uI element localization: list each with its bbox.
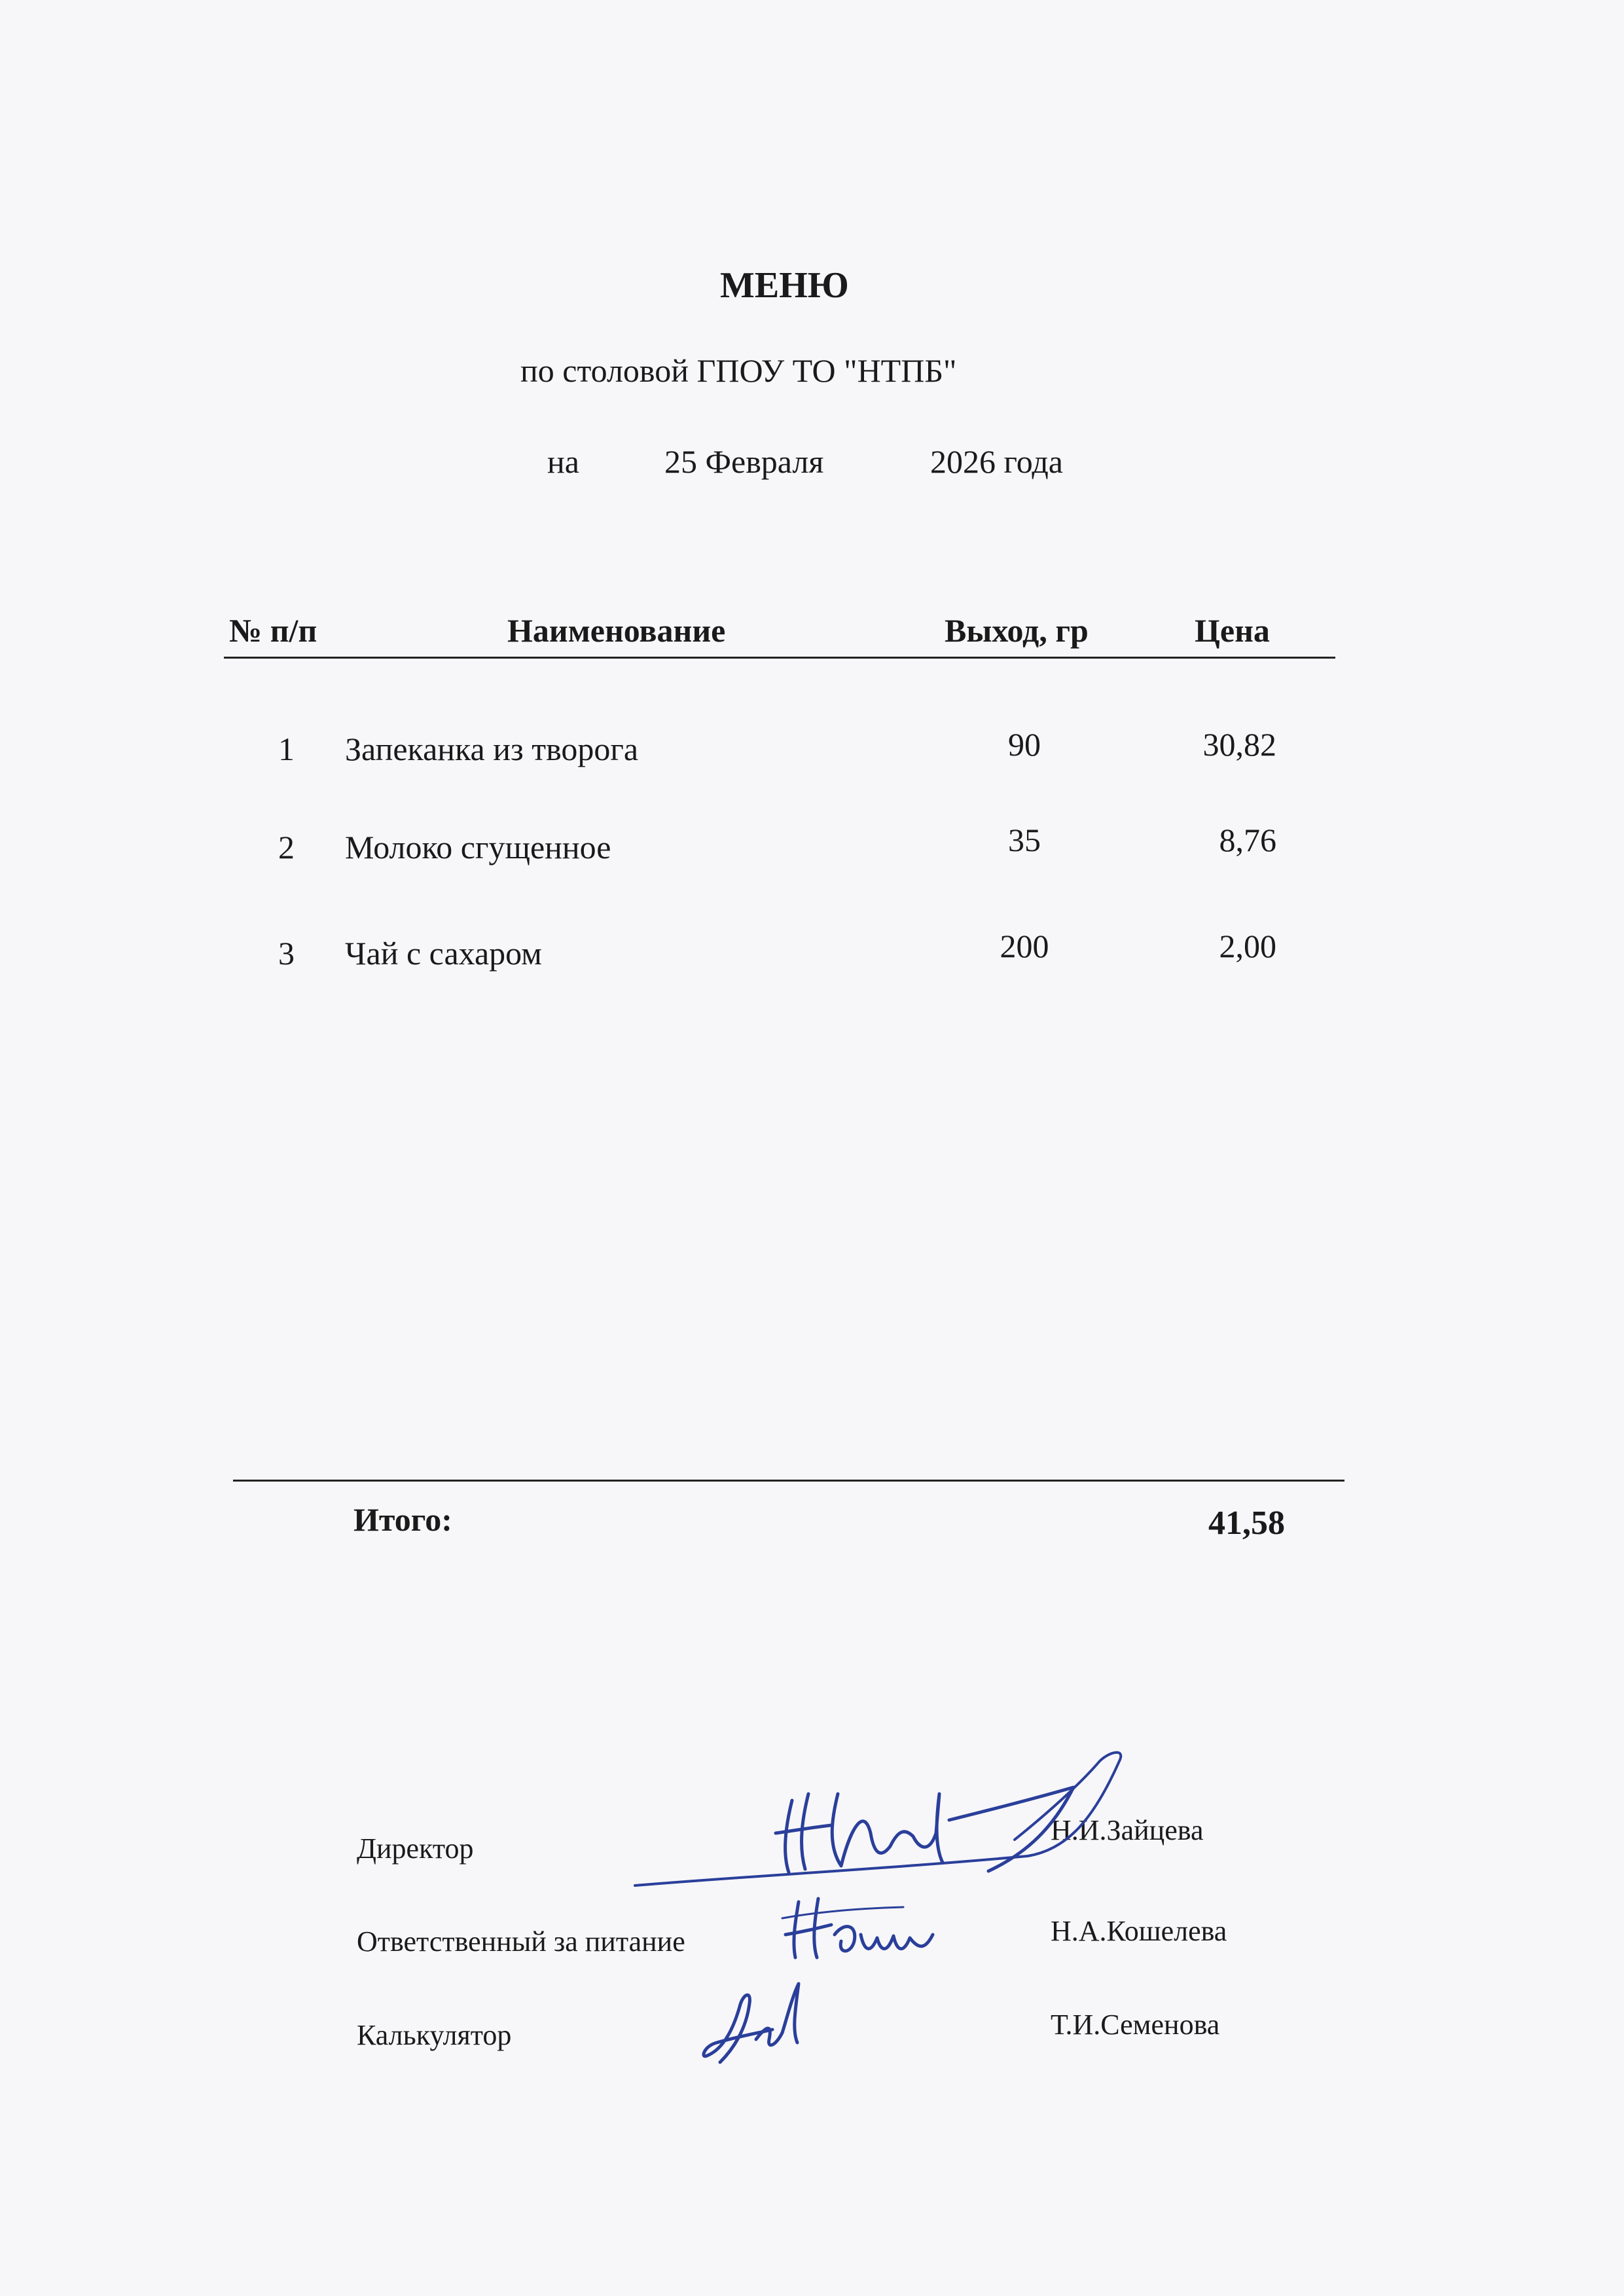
row-2-yield: 35: [1008, 822, 1041, 858]
date-prefix: на: [547, 443, 579, 480]
date-year: 2026 года: [930, 443, 1063, 480]
row-2-number: 2: [278, 829, 295, 866]
row-1-number: 1: [278, 731, 295, 767]
header-divider: [224, 657, 1335, 659]
total-divider: [233, 1480, 1344, 1482]
document-title: МЕНЮ: [720, 265, 849, 306]
signature-person-director: Н.И.Зайцева: [1051, 1814, 1204, 1846]
signature-role-calculator: Калькулятор: [357, 2019, 512, 2051]
header-number: № п/п: [229, 612, 317, 649]
row-1-yield: 90: [1008, 726, 1041, 763]
signature-role-nutrition: Ответственный за питание: [357, 1925, 685, 1958]
header-name: Наименование: [507, 612, 726, 649]
document-subtitle: по столовой ГПОУ ТО "НТПБ": [520, 352, 957, 389]
header-yield: Выход, гр: [945, 612, 1089, 649]
total-label: Итого:: [353, 1501, 452, 1538]
row-2-name: Молоко сгущенное: [345, 829, 611, 866]
row-3-price: 2,00: [1219, 928, 1276, 964]
nutrition-signature-icon: [779, 1889, 975, 1967]
header-price: Цена: [1195, 612, 1270, 649]
date-day-month: 25 Февраля: [664, 443, 824, 480]
row-2-price: 8,76: [1219, 822, 1276, 858]
row-3-yield: 200: [1000, 928, 1049, 964]
calculator-signature-icon: [694, 1977, 825, 2075]
row-3-number: 3: [278, 935, 295, 972]
signature-person-nutrition: Н.А.Кошелева: [1051, 1915, 1227, 1947]
row-1-price: 30,82: [1202, 726, 1276, 763]
row-1-name: Запеканка из творога: [345, 731, 639, 767]
signature-person-calculator: Т.И.Семенова: [1051, 2009, 1220, 2041]
total-value: 41,58: [1208, 1504, 1285, 1542]
row-3-name: Чай с сахаром: [345, 935, 542, 972]
signature-role-director: Директор: [357, 1832, 474, 1865]
